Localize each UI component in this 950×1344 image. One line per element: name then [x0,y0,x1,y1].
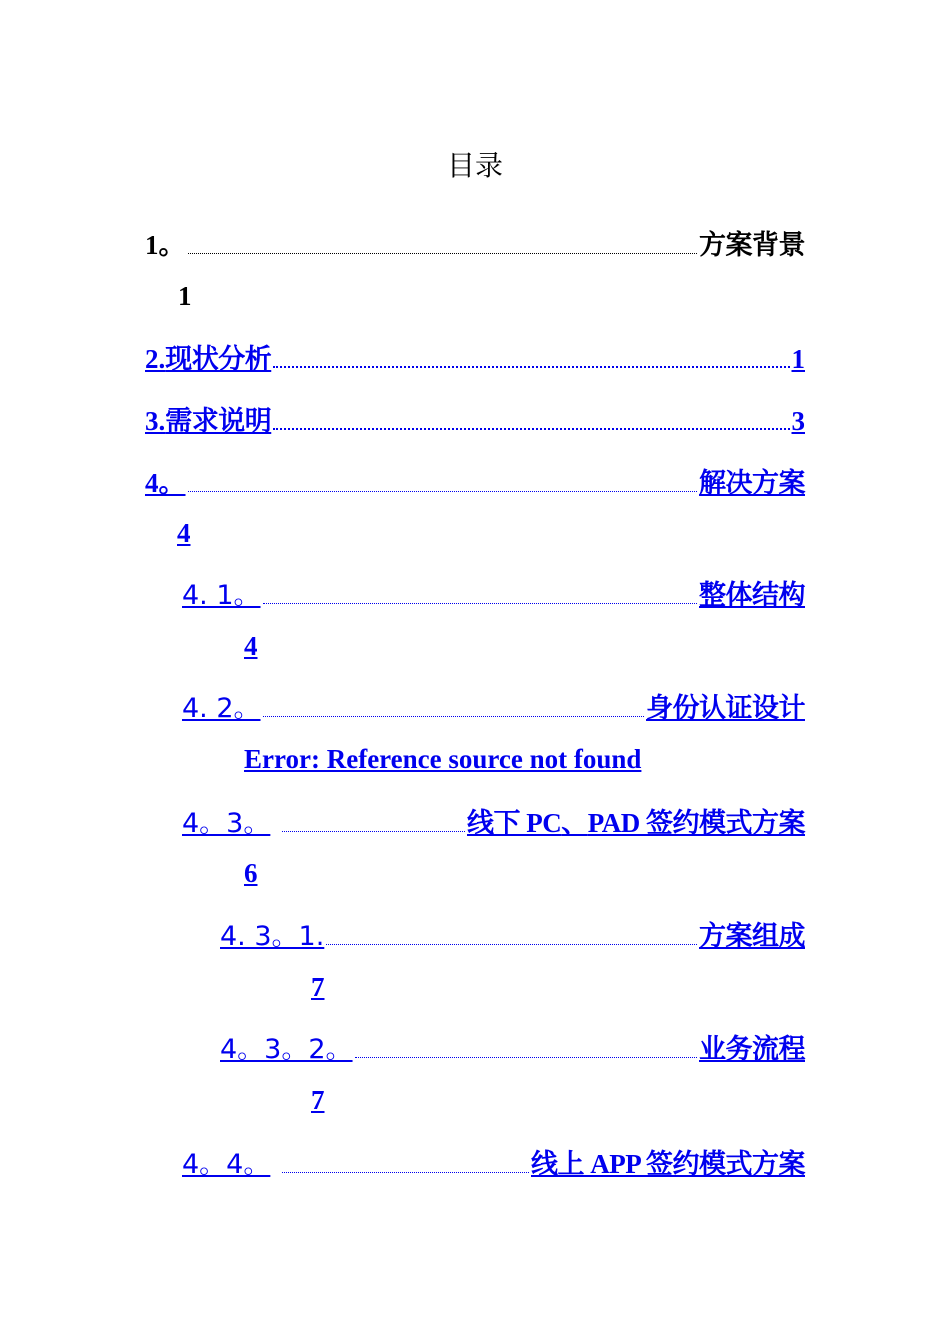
toc-entry-text: 方案背景 [699,230,805,261]
toc-entry-2[interactable] [145,341,805,378]
toc-entry-page: 1 [791,344,805,374]
toc-entry-number: 4。 [145,468,186,498]
text-part: 签约模式方案 [646,808,805,839]
text-part: PC [520,808,562,838]
toc-entry-number: 2. [145,344,166,374]
toc-entry-4-2[interactable] [182,691,805,727]
dot-leader [273,428,789,430]
dot-leader [188,253,698,254]
toc-entry-text: 整体结构 [699,580,805,611]
toc-entry-number: 4. 3。1. [220,921,325,952]
toc-title: 目录 [446,149,503,182]
toc-entry-text: 解决方案 [699,468,805,499]
toc-entry-4-3-1[interactable] [220,919,805,955]
toc-entry-number: 4. 2。 [182,693,261,724]
toc-entry-text [531,1146,805,1183]
reference-error-text: Error: Reference source not found [244,744,642,774]
text-part: 、 [561,808,588,839]
toc-entry-text: 方案组成 [699,921,805,952]
toc-entry-page: 7 [311,1085,325,1115]
toc-entry-page: 4 [244,631,258,661]
toc-entry-text: 需求说明 [165,406,272,437]
toc-entry-1-page: 1 [178,281,192,311]
dot-leader [263,603,697,604]
toc-entry-4-1-page-line[interactable] [182,628,258,664]
text-part: APP [584,1149,646,1179]
toc-entry-page: 6 [244,858,258,888]
toc-entry-text [467,805,805,842]
dot-leader [326,944,697,945]
toc-entry-number: 4。4。 [182,1149,271,1180]
dot-leader [282,1172,529,1173]
toc-entry-4-page-line[interactable] [145,515,191,551]
toc-entry-3[interactable] [145,403,805,440]
toc-entry-4-3[interactable] [182,805,805,842]
text-part: 线上 [531,1149,584,1180]
toc-entry-number: 3. [145,406,166,436]
toc-entry-page: 3 [791,406,805,436]
dot-leader [282,831,465,832]
text-part: 线下 [467,808,520,839]
text-part: PAD [587,808,646,838]
dot-leader [273,366,789,368]
toc-entry-4-4[interactable] [182,1146,805,1183]
toc-entry-number: 1。 [145,230,186,260]
toc-entry-text: 现状分析 [165,344,272,375]
text-part: 签约模式方案 [646,1149,805,1180]
toc-entry-text: 业务流程 [699,1034,805,1065]
toc-entry-1[interactable] [145,227,805,264]
toc-entry-4-3-2[interactable] [220,1032,805,1068]
toc-entry-4-1[interactable] [182,578,805,614]
dot-leader [355,1057,697,1058]
dot-leader [188,491,698,492]
toc-entry-4-2-page-line[interactable] [182,741,641,777]
toc-entry-page: 4 [177,518,191,548]
toc-entry-text: 身份认证设计 [646,693,805,724]
toc-entry-number: 4。3。 [182,808,271,839]
toc-entry-4-3-2-page-line[interactable] [220,1082,325,1118]
toc-entry-number: 4。3。2。 [220,1034,353,1065]
toc-entry-4[interactable] [145,465,805,502]
toc-entry-number: 4. 1。 [182,580,261,611]
toc-entry-page: 7 [311,972,325,1002]
dot-leader [263,716,644,717]
toc-entry-4-3-page-line[interactable] [182,855,258,891]
toc-entry-4-3-1-page-line[interactable] [220,969,325,1005]
